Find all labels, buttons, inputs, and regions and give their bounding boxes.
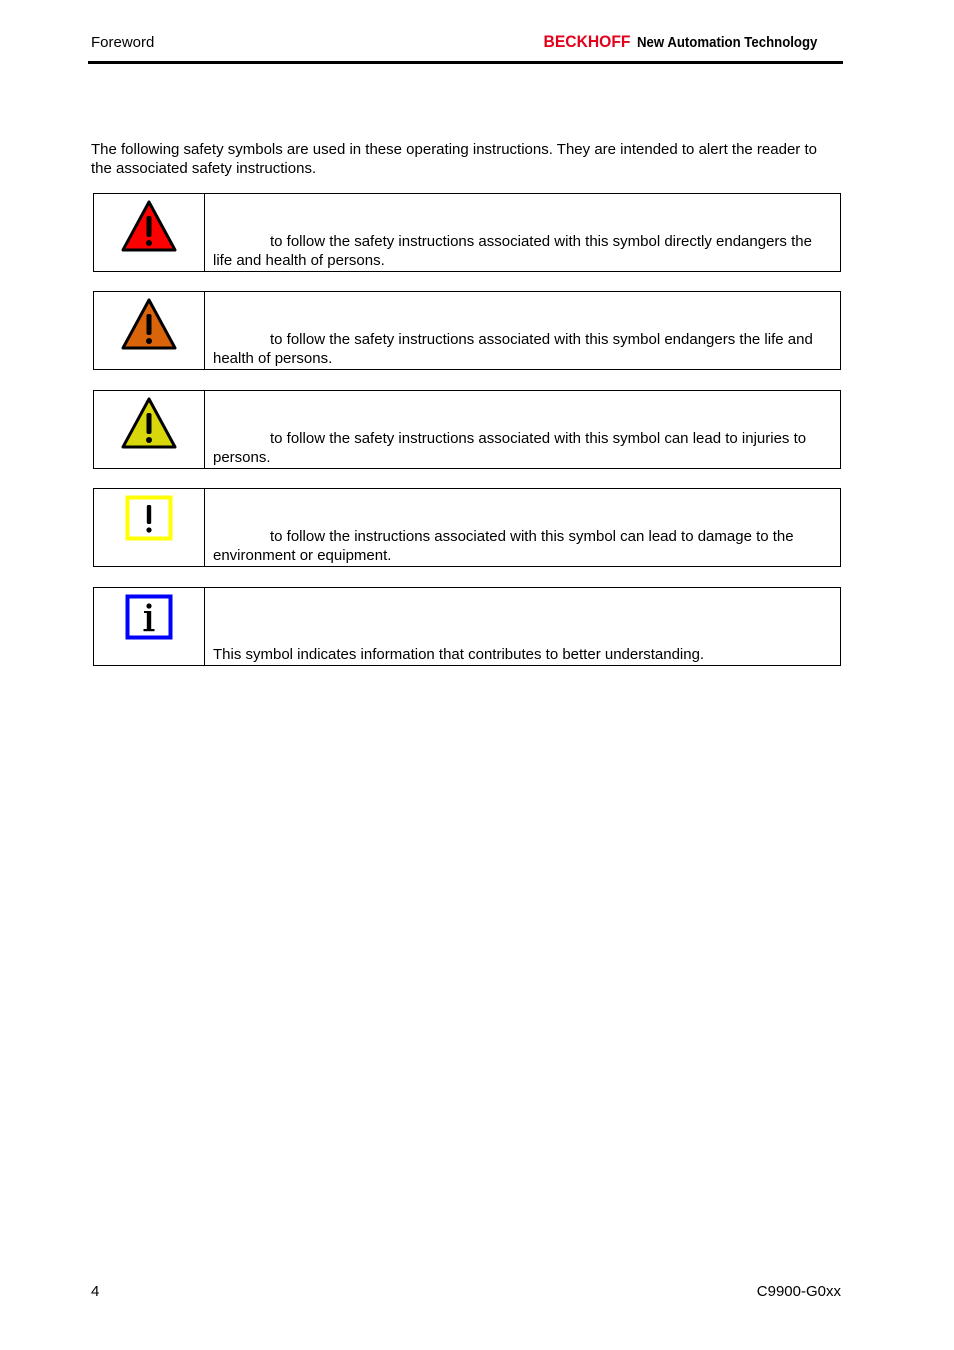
symbol-icon-cell — [94, 588, 205, 665]
header-section-title: Foreword — [91, 34, 155, 51]
symbol-table-attention — [93, 488, 841, 567]
symbol-text-cell — [205, 489, 840, 566]
intro-paragraph: The following safety symbols are used in these operating instructions. They are intended to alert the reader to the associated safety instructions. — [91, 141, 817, 177]
symbol-icon-cell — [94, 194, 205, 271]
symbol-icon-cell — [94, 391, 205, 468]
symbol-description: to follow the safety instructions associated with this symbol endangers the life and health of persons. — [213, 331, 813, 367]
symbol-table-warning — [93, 291, 841, 370]
symbol-text-cell — [205, 391, 840, 468]
page-number: 4 — [91, 1283, 100, 1300]
attention-exclamation-icon — [121, 495, 177, 547]
brand-logo-block — [536, 32, 842, 52]
symbol-text-cell — [205, 292, 840, 369]
symbol-description: to follow the instructions associated with this symbol can lead to damage to the environment or equipment. — [213, 528, 794, 564]
brand-tagline: New Automation Technology — [637, 34, 818, 51]
document-id: C9900-G0xx — [756, 1283, 841, 1300]
header-divider — [88, 61, 843, 64]
symbol-text-cell — [205, 194, 840, 271]
symbol-table-info — [93, 587, 841, 666]
caution-triangle-icon — [121, 397, 177, 449]
symbol-table-caution — [93, 390, 841, 469]
symbol-description: to follow the safety instructions associated with this symbol directly endangers the life and health of persons. — [213, 233, 812, 269]
symbol-icon-cell — [94, 489, 205, 566]
info-icon — [121, 594, 177, 646]
danger-triangle-icon — [121, 200, 177, 252]
symbol-table-danger — [93, 193, 841, 272]
beckhoff-logo: BECKHOFF — [543, 32, 630, 51]
warning-triangle-icon — [121, 298, 177, 350]
symbol-icon-cell — [94, 292, 205, 369]
symbol-description: to follow the safety instructions associated with this symbol can lead to injuries to persons. — [213, 430, 807, 466]
symbol-text-cell — [205, 588, 840, 665]
symbol-description: This symbol indicates information that contributes to better understanding. — [213, 646, 705, 663]
